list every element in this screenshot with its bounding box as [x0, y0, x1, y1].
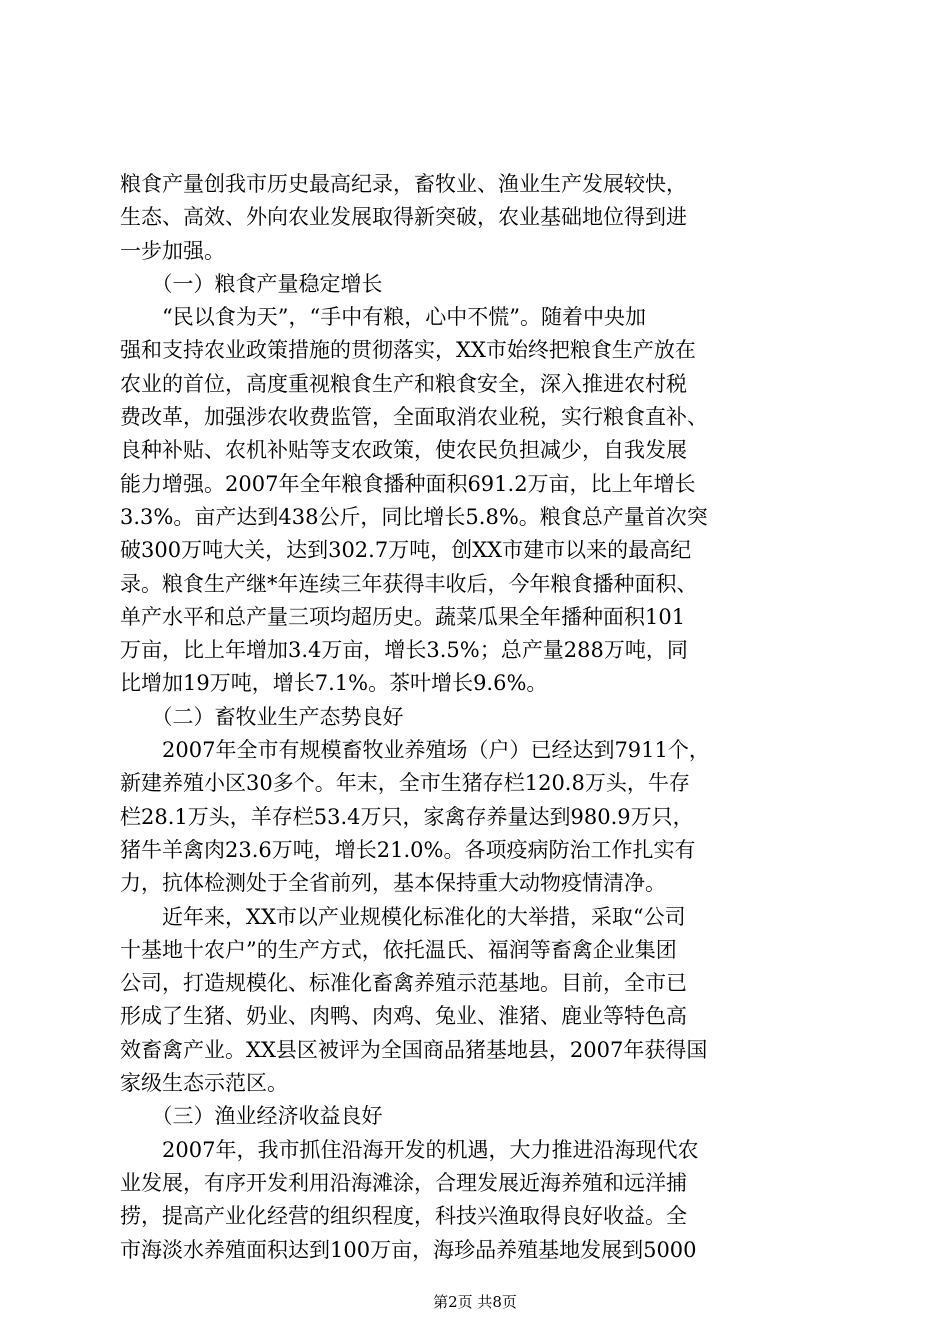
text-line: 良种补贴、农机补贴等支农政策，使农民负担减少，自我发展: [120, 438, 687, 463]
text-line: 新建养殖小区30多个。年末，全市生猪存栏120.8万头，牛存: [120, 771, 690, 796]
text-line: 市海淡水养殖面积达到100万亩，海珍品养殖基地发展到5000: [120, 1237, 697, 1262]
text-line: 2007年，我市抓住沿海开发的机遇，大力推进沿海现代农: [120, 1137, 699, 1162]
text-line: 猪牛羊禽肉23.6万吨，增长21.0%。各项疫病防治工作扎实有: [120, 837, 696, 862]
text-line: 粮食产量创我市历史最高纪录，畜牧业、渔业生产发展较快，: [120, 172, 687, 196]
text-line: 万亩，比上年增加3.4万亩，增长3.5%；总产量288万吨，同: [120, 638, 688, 663]
text-line: “民以食为天”，“手中有粮，心中不慌”。随着中央加: [120, 305, 646, 330]
text-line: 业发展，有序开发利用沿海滩涂，合理发展近海养殖和远洋捕: [120, 1170, 687, 1195]
section-heading: （一）粮食产量稳定增长: [120, 271, 383, 296]
text-line: 2007年全市有规模畜牧业养殖场（户）已经达到7911个，: [120, 738, 710, 763]
text-line: 十基地十农户”的生产方式，依托温氏、福润等畜禽企业集团: [120, 937, 677, 962]
text-line: 破300万吨大关，达到302.7万吨，创XX市建市以来的最高纪: [120, 538, 692, 563]
document-body: [120, 168, 840, 1267]
text-line: 公司，打造规模化、标准化畜禽养殖示范基地。目前，全市已: [120, 971, 687, 996]
text-line: 近年来，XX市以产业规模化标准化的大举措，采取“公司: [120, 904, 686, 929]
page-number: 第2页 共8页: [433, 1293, 517, 1311]
text-line: 家级生态示范区。: [120, 1071, 288, 1096]
text-line: 形成了生猪、奶业、肉鸭、肉鸡、兔业、淮猪、鹿业等特色高: [120, 1004, 687, 1029]
page-footer: [0, 1292, 950, 1312]
text-line: 比增加19万吨，增长7.1%。茶叶增长9.6%。: [120, 671, 548, 696]
text-line: 一步加强。: [120, 238, 225, 263]
text-line: 3.3%。亩产达到438公斤，同比增长5.8%。粮食总产量首次突: [120, 504, 708, 529]
text-line: 强和支持农业政策措施的贯彻落实，XX市始终把粮食生产放在: [120, 338, 696, 363]
text-line: 费改革，加强涉农收费监管，全面取消农业税，实行粮食直补、: [120, 405, 708, 430]
section-heading: （三）渔业经济收益良好: [120, 1104, 383, 1129]
section-heading: （二）畜牧业生产态势良好: [120, 704, 404, 729]
text-line: 效畜禽产业。XX县区被评为全国商品猪基地县，2007年获得国: [120, 1037, 708, 1062]
text-line: 栏28.1万头，羊存栏53.4万只，家禽存养量达到980.9万只，: [120, 804, 694, 829]
text-line: 捞，提高产业化经营的组织程度，科技兴渔取得良好收益。全: [120, 1204, 687, 1229]
text-line: 单产水平和总产量三项均超历史。蔬菜瓜果全年播种面积101: [120, 604, 686, 629]
text-line: 录。粮食生产继*年连续三年获得丰收后，今年粮食播种面积、: [120, 571, 698, 596]
text-line: 能力增强。2007年全年粮食播种面积691.2万亩，比上年增长: [120, 471, 696, 496]
text-line: 力，抗体检测处于全省前列，基本保持重大动物疫情清净。: [120, 871, 666, 896]
text-line: 生态、高效、外向农业发展取得新突破，农业基础地位得到进: [120, 205, 687, 230]
text-line: 农业的首位，高度重视粮食生产和粮食安全，深入推进农村税: [120, 371, 687, 396]
